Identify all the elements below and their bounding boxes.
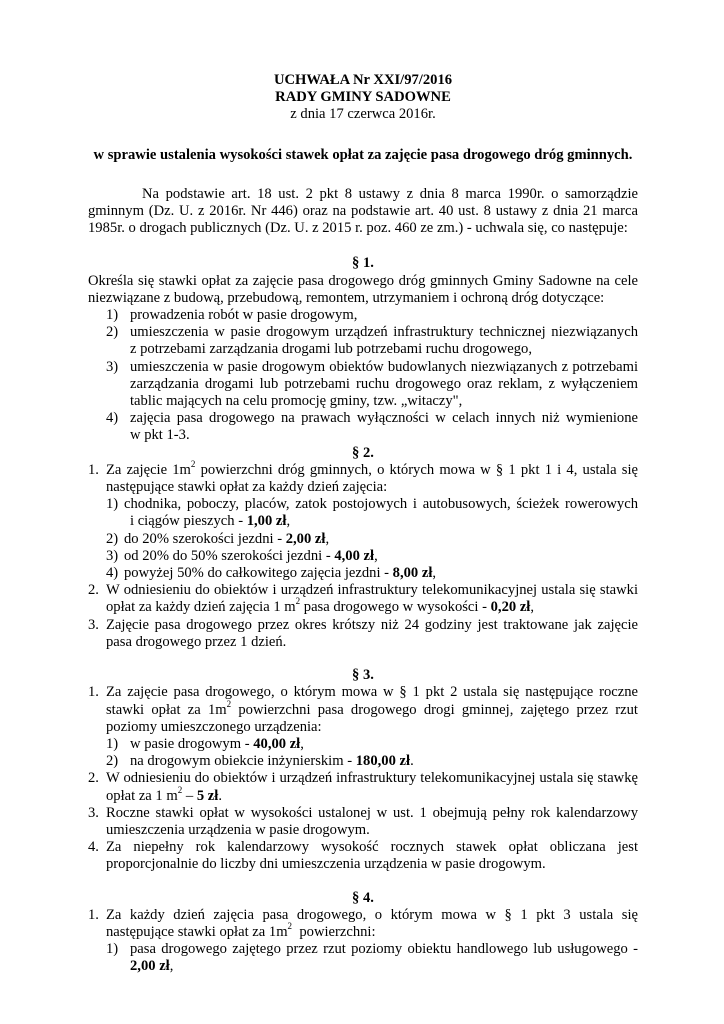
resolution-date: z dnia 17 czerwca 2016r. <box>290 106 436 123</box>
text-part: następujące stawki opłat za 1m <box>106 923 288 940</box>
section-1 <box>88 255 638 444</box>
paragraph-text: następujące stawki opłat za każdy dzień zajęcia: <box>106 479 388 496</box>
item-text: chodnika, poboczy, placów, zatok postojowych i autobusowych, ścieżek rowerowych <box>124 496 638 513</box>
paragraph <box>88 617 638 651</box>
section-lead-line: Określa się stawki opłat za zajęcie pasa drogowego dróg gminnych Gminy Sadowne na cele <box>88 272 638 289</box>
paragraph-text <box>106 698 638 719</box>
item-number: 1) <box>106 941 119 958</box>
text-part: opłat za 1 m <box>106 787 178 804</box>
paragraph-number: 3. <box>88 804 99 821</box>
paragraph-text: W odniesieniu do obiektów i urządzeń infrastruktury telekomunikacyjnej ustala się stawkę <box>106 770 638 787</box>
council-name: RADY GMINY SADOWNE <box>275 89 451 106</box>
item-text <box>124 548 638 565</box>
legal-basis-line: gminnym (Dz. U. z 2016r. Nr 446) oraz na podstawie art. 40 ust. 8 ustawy z dnia 21 marca <box>88 203 638 220</box>
resolution-subject: w sprawie ustalenia wysokości stawek opłat za zajęcie pasa drogowego dróg gminnych. <box>93 146 633 163</box>
superscript: 2 <box>190 458 196 469</box>
section-title: § 1. <box>352 255 374 272</box>
item-number: 3) <box>106 358 119 375</box>
text-part: , <box>169 958 174 975</box>
item-number: 2) <box>106 530 119 547</box>
item-text: zajęcia pasa drogowego na prawach wyłączności w celach innych niż wymienione <box>130 410 638 427</box>
text-part: Za zajęcie 1m <box>106 461 191 478</box>
item-text: tablic mających na celu promocję gminy, tzw. „witaczy", <box>130 393 463 410</box>
text-part: i ciągów pieszych - <box>130 513 247 530</box>
item-text <box>130 736 638 753</box>
item-number: 2) <box>106 324 119 341</box>
paragraph-number: 1. <box>88 684 99 701</box>
paragraph <box>88 770 638 804</box>
list-item <box>88 548 638 565</box>
paragraph-text: poziomy umieszczonego urządzenia: <box>106 718 322 735</box>
legal-basis-line: 1985r. o drogach publicznych (Dz. U. z 2015 r. poz. 460 ze zm.) - uchwala się, co następuje: <box>88 220 628 237</box>
text-part: . <box>218 787 222 804</box>
resolution-number: UCHWAŁA Nr XXI/97/2016 <box>273 72 453 88</box>
paragraph <box>88 907 638 941</box>
resolution-header <box>88 72 638 124</box>
price: 180,00 zł <box>355 753 411 770</box>
price: 2,00 zł <box>130 958 170 975</box>
list-item <box>88 496 638 530</box>
paragraph-number: 1. <box>88 461 99 478</box>
paragraph <box>88 582 638 616</box>
paragraph-number: 3. <box>88 616 99 633</box>
paragraph <box>88 839 638 873</box>
list-item <box>88 941 638 975</box>
list-item <box>88 753 638 770</box>
item-text <box>130 958 638 975</box>
text-part: powierzchni dróg gminnych, o których mowa w § 1 pkt 1 i 4, ustala się <box>195 461 638 478</box>
list-item <box>88 565 638 582</box>
text-part: w pasie drogowym - <box>130 735 254 752</box>
price: 1,00 zł <box>246 513 287 530</box>
item-text: umieszczenia w pasie drogowym urządzeń infrastruktury technicznej niezwiązanych <box>130 324 638 341</box>
item-text: z potrzebami zarządzania drogami lub potrzebami ruchu drogowego, <box>130 341 532 358</box>
item-number: 4) <box>106 410 119 427</box>
item-text <box>130 753 638 770</box>
text-part: , <box>325 530 330 547</box>
item-number: 4) <box>106 565 119 582</box>
paragraph-text: umieszczenia urządzenia w pasie drogowym. <box>106 821 370 838</box>
item-number: 1) <box>106 735 119 752</box>
text-part: , <box>432 565 437 582</box>
text-part: pasa drogowego w wysokości - <box>300 599 491 616</box>
section-4 <box>88 890 638 976</box>
list-item <box>88 736 638 753</box>
list-item <box>88 531 638 548</box>
section-title: § 4. <box>352 889 374 906</box>
paragraph-text: Za zajęcie pasa drogowego, o którym mowa w § 1 pkt 2 ustala się następujące roczne <box>106 684 638 701</box>
text-part: do 20% szerokości jezdni - <box>124 530 286 547</box>
paragraph <box>88 805 638 839</box>
paragraph-text <box>106 458 638 479</box>
price: 2,00 zł <box>285 530 326 547</box>
paragraph-text <box>106 784 638 805</box>
paragraph-number: 2. <box>88 582 99 599</box>
item-text <box>124 513 638 530</box>
paragraph-number: 1. <box>88 906 99 923</box>
item-text: zarządzania drogami lub potrzebami ruchu drogowego oraz reklam, z wyłączeniem <box>130 375 638 392</box>
text-part: , <box>286 513 291 530</box>
superscript: 2 <box>287 920 293 931</box>
item-text: prowadzenia robót w pasie drogowym, <box>130 307 358 324</box>
item-text <box>124 565 638 582</box>
list-item <box>88 324 638 358</box>
section-3 <box>88 667 638 873</box>
text-part: od 20% do 50% szerokości jezdni - <box>124 547 335 564</box>
item-number: 1) <box>106 307 119 324</box>
paragraph-text: Zajęcie pasa drogowego przez okres krótszy niż 24 godziny jest traktowane jak zajęcie <box>106 616 638 633</box>
text-part: stawki opłat za 1m <box>106 701 227 718</box>
text-part: , <box>300 735 304 752</box>
paragraph-text <box>106 920 638 941</box>
paragraph-text: Roczne stawki opłat w wysokości ustalonej w ust. 1 obejmują pełny rok kalendarzowy <box>106 804 638 821</box>
document-page <box>88 72 638 976</box>
item-number: 2) <box>106 753 119 770</box>
price: 40,00 zł <box>253 735 301 752</box>
paragraph-text <box>106 596 638 616</box>
list-item <box>88 359 638 411</box>
text-part: opłat za każdy dzień zajęcia 1 m <box>106 599 296 616</box>
text-part: na drogowym obiekcie inżynierskim - <box>130 753 356 770</box>
section-title: § 3. <box>352 667 374 684</box>
section-lead-line: niezwiązane z budową, przebudową, remontem, utrzymaniem i ochroną dróg dotyczące: <box>88 289 605 306</box>
legal-basis-line: Na podstawie art. 18 ust. 2 pkt 8 ustawy z dnia 8 marca 1990r. o samorządzie <box>142 185 638 202</box>
section-title: § 2. <box>352 444 374 461</box>
item-text <box>124 531 638 548</box>
text-part: , <box>374 547 378 564</box>
paragraph-number: 4. <box>88 839 99 856</box>
paragraph-text: Za każdy dzień zajęcia pasa drogowego, o którym mowa w § 1 pkt 3 ustala się <box>106 906 638 923</box>
price: 5 zł <box>196 787 219 804</box>
text-part: . <box>410 753 414 770</box>
paragraph <box>88 684 638 736</box>
price: 4,00 zł <box>334 547 375 564</box>
superscript: 2 <box>177 784 183 795</box>
paragraph-text: pasa drogowego przez 1 dzień. <box>106 633 287 650</box>
text-part: – <box>182 787 197 804</box>
text-part: powierzchni: <box>292 923 376 940</box>
item-text: w pkt 1-3. <box>130 427 190 444</box>
paragraph-text: W odniesieniu do obiektów i urządzeń infrastruktury telekomunikacyjnej ustala się stawki <box>106 582 638 599</box>
item-text: umieszczenia w pasie drogowym obiektów budowlanych niezwiązanych z potrzebami <box>130 358 638 375</box>
list-item <box>88 307 638 324</box>
paragraph-text: Za niepełny rok kalendarzowy wysokość rocznych stawek opłat obliczana jest <box>106 839 638 856</box>
list-item <box>88 410 638 444</box>
text-part: , <box>530 599 535 616</box>
section-2 <box>88 445 638 651</box>
text-part: powyżej 50% do całkowitego zajęcia jezdni - <box>124 565 393 582</box>
paragraph <box>88 458 638 496</box>
price: 8,00 zł <box>392 565 433 582</box>
item-number: 3) <box>106 547 119 564</box>
price: 0,20 zł <box>490 599 531 616</box>
text-part: powierzchni pasa drogowego drogi gminnej, zajętego przez rzut <box>231 701 638 718</box>
item-number: 1) <box>106 496 119 513</box>
legal-basis <box>88 186 638 238</box>
paragraph-number: 2. <box>88 770 99 787</box>
item-text: pasa drogowego zajętego przez rzut poziomy obiektu handlowego lub usługowego - <box>130 941 638 958</box>
paragraph-text: proporcjonalnie do liczby dni umieszczenia urządzenia w pasie drogowym. <box>106 856 546 873</box>
superscript: 2 <box>295 596 301 607</box>
superscript: 2 <box>226 698 232 709</box>
